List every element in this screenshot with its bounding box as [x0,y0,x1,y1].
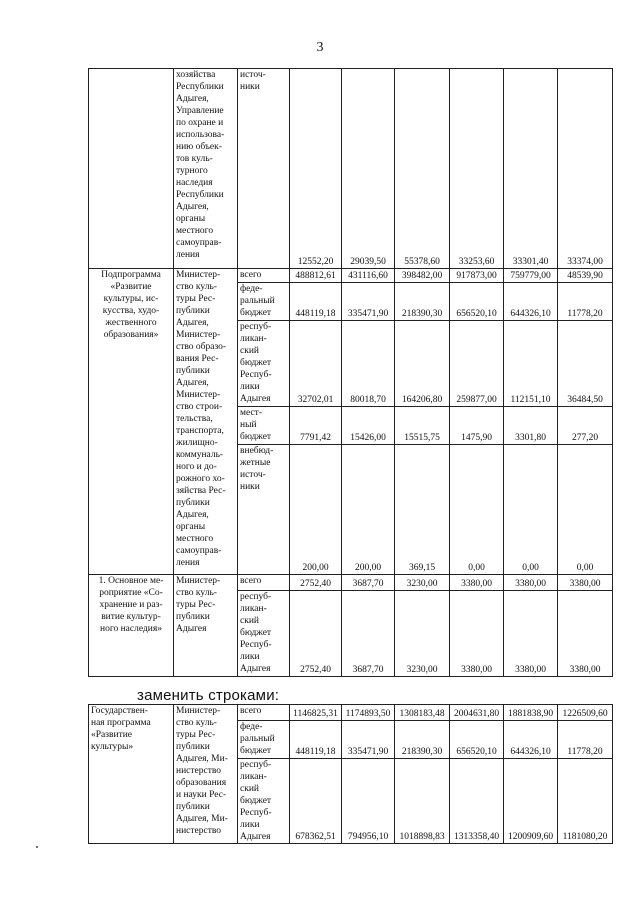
value-cell: 48539,90 [558,269,613,283]
value-cell: 7791,42 [290,407,342,445]
value-cell: 112151,10 [504,321,558,407]
value-cell: 2752,40 [290,575,342,591]
value-cell: 0,00 [558,445,613,575]
value-cell: 3230,00 [395,575,450,591]
executor-cell [174,69,238,269]
source-text: феде- ральный бюджет [240,722,275,756]
bottom-budget-table [88,704,613,844]
source-text: источ- ники [240,70,266,92]
value-cell: 1018898,83 [395,759,450,844]
value-cell: 488812,61 [290,269,342,283]
table-row [89,69,613,269]
value-cell: 1313358,40 [450,759,504,844]
source-cell [238,69,290,269]
source-cell [238,445,290,575]
value-cell: 218390,30 [395,721,450,759]
value-cell: 33253,60 [450,69,504,269]
scan-speck [36,846,38,848]
value-cell: 0,00 [450,445,504,575]
value-cell: 33301,40 [504,69,558,269]
value-cell: 1181080,20 [558,759,613,844]
main-event-name-text: 1. Основное ме- роприятие «Со- хранение и раз- витие культур- ного наследия» [98,576,164,634]
source-text: мест- ный бюджет [240,408,272,442]
source-cell [238,575,290,591]
value-cell: 3687,70 [342,591,395,677]
program-name-cell [89,69,174,269]
source-text: респуб- ликан- ский бюджет Респуб- лики Адыгея [240,592,272,674]
value-cell: 277,20 [558,407,613,445]
value-cell: 3380,00 [504,591,558,677]
value-cell: 794956,10 [342,759,395,844]
value-cell: 678362,51 [290,759,342,844]
top-budget-table [88,68,613,677]
state-program-name-text: Государствен- ная программа «Развитие культуры» [91,706,151,752]
source-cell [238,591,290,677]
source-cell [238,283,290,321]
subprogram-name-text: Подпрограмма «Развитие культуры, ис- кусства, худо- жественного образования» [101,270,161,340]
state-program-executor-cell [174,705,238,844]
value-cell: 36484,50 [558,321,613,407]
value-cell: 1881838,90 [504,705,558,721]
value-cell: 656520,10 [450,283,504,321]
value-cell: 398482,00 [395,269,450,283]
value-cell: 3687,70 [342,575,395,591]
value-cell: 164206,80 [395,321,450,407]
source-text: внебюд- жетные источ- ники [240,446,274,492]
value-cell: 11778,20 [558,721,613,759]
value-cell: 369,15 [395,445,450,575]
source-cell [238,269,290,283]
source-cell [238,759,290,844]
source-cell [238,721,290,759]
value-cell: 12552,20 [290,69,342,269]
subprogram-name-cell [89,269,174,575]
executor-text: Министер- ство куль- туры Рес- публики Адыгея [176,576,221,634]
value-cell: 3230,00 [395,591,450,677]
page-number: 3 [316,40,324,55]
value-cell: 656520,10 [450,721,504,759]
value-cell: 917873,00 [450,269,504,283]
value-cell: 3301,80 [504,407,558,445]
value-cell: 80018,70 [342,321,395,407]
source-text: всего [240,706,262,716]
source-cell [238,407,290,445]
source-cell [238,321,290,407]
value-cell: 3380,00 [504,575,558,591]
value-cell: 1308183,48 [395,705,450,721]
value-cell: 218390,30 [395,283,450,321]
value-cell: 15426,00 [342,407,395,445]
table-row [89,269,613,283]
source-text: всего [240,576,262,586]
main-event-name-cell [89,575,174,677]
value-cell: 33374,00 [558,69,613,269]
value-cell: 3380,00 [450,591,504,677]
value-cell: 55378,60 [395,69,450,269]
value-cell: 1226509,60 [558,705,613,721]
value-cell: 32702,01 [290,321,342,407]
value-cell: 759779,00 [504,269,558,283]
value-cell: 335471,90 [342,283,395,321]
value-cell: 335471,90 [342,721,395,759]
source-cell [238,705,290,721]
value-cell: 2752,40 [290,591,342,677]
value-cell: 1146825,31 [290,705,342,721]
value-cell: 431116,60 [342,269,395,283]
value-cell: 644326,10 [504,283,558,321]
value-cell: 1200909,60 [504,759,558,844]
value-cell: 3380,00 [450,575,504,591]
value-cell: 259877,00 [450,321,504,407]
value-cell: 448119,18 [290,283,342,321]
value-cell: 3380,00 [558,575,613,591]
value-cell: 200,00 [342,445,395,575]
replace-with-rows-heading: заменить строками: [137,687,280,704]
executor-text: хозяйства Республики Адыгея, Управление по охране и использова- нию объек- тов куль- турного наследия Республики Адыгея, органы местного самоуправ- ления [176,70,225,260]
value-cell: 448119,18 [290,721,342,759]
executor-text: Министер- ство куль- туры Рес- публики Адыгея, Министер- ство образо- вания Рес- публики Адыгея, Министер- ство строи- тельства, транспорта, жилищно- коммуналь- ного и до- рожного хо- зяйства Рес- публики Адыгея, органы местного самоуправ- ления [176,270,227,568]
value-cell: 15515,75 [395,407,450,445]
value-cell: 1174893,50 [342,705,395,721]
value-cell: 2004631,80 [450,705,504,721]
value-cell: 3380,00 [558,591,613,677]
main-event-executor-cell [174,575,238,677]
value-cell: 29039,50 [342,69,395,269]
value-cell: 644326,10 [504,721,558,759]
table-row [89,575,613,591]
source-text: феде- ральный бюджет [240,284,275,318]
executor-text: Министер- ство куль- туры Рес- публики Адыгея, Ми- нистерство образования и науки Рес- публики Адыгея, Ми- нистерство [176,706,228,836]
state-program-name-cell [89,705,174,844]
value-cell: 0,00 [504,445,558,575]
subprogram-executor-cell [174,269,238,575]
source-text: всего [240,270,262,280]
source-text: респуб- ликан- ский бюджет Респуб- лики Адыгея [240,760,272,842]
source-text: респуб- ликан- ский бюджет Респуб- лики Адыгея [240,322,272,404]
value-cell: 200,00 [290,445,342,575]
table-row [89,705,613,721]
value-cell: 11778,20 [558,283,613,321]
value-cell: 1475,90 [450,407,504,445]
